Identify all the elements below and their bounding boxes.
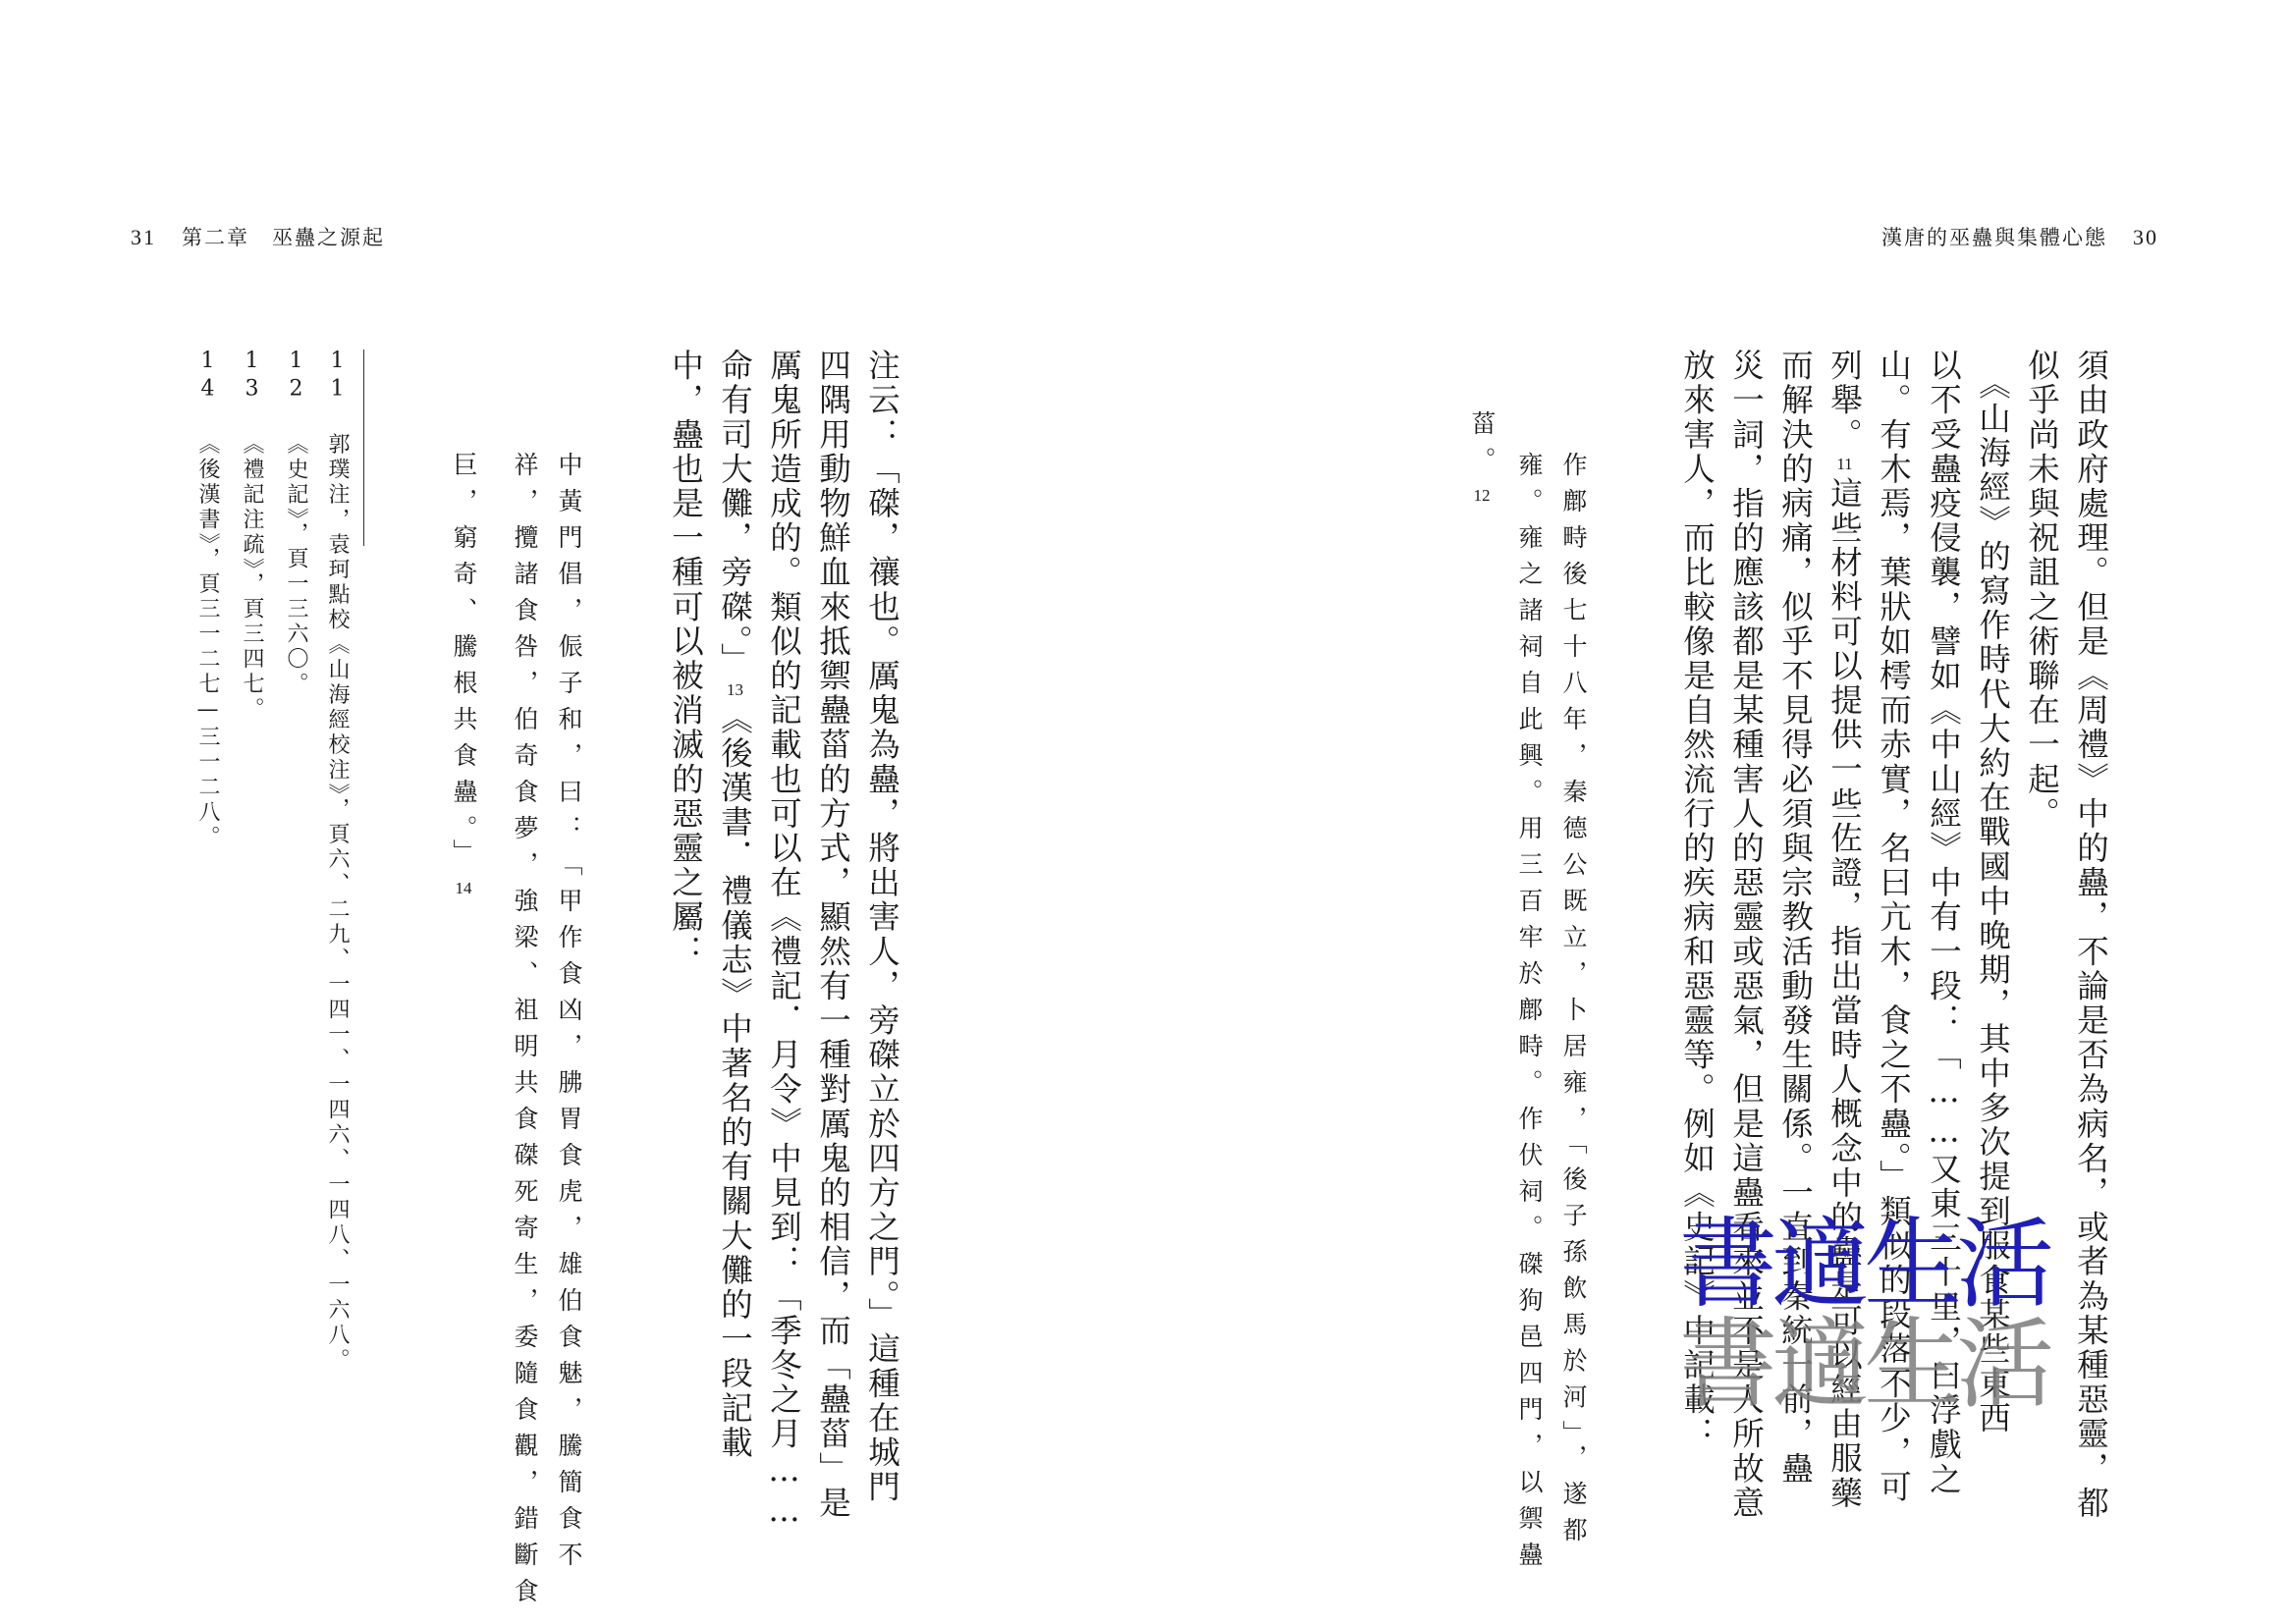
- footnote-13: 13 《禮記注疏》，頁三四七。: [240, 349, 264, 723]
- right-quote-column-3: [1470, 410, 1495, 508]
- footnote-ref-12: 12: [1473, 486, 1491, 505]
- right-body-column-3: 《山海經》的寫作時代大約在戰國中晚期，其中多次提到服食某些東西: [1974, 349, 2012, 1435]
- right-body-column-9: 放來害人，而比較像是自然流行的疾病和惡靈等。例如《史記》中記載：: [1678, 349, 1717, 1452]
- right-body-column-7: 而解決的病痛，似乎不見得必須與宗教活動發生關係。一直到秦統一前，蠱: [1776, 349, 1815, 1487]
- right-book-title: 漢唐的巫蠱與集體心態: [1881, 226, 2107, 249]
- right-body-column-2: 似乎尚未與祝詛之術聯在一起。: [2023, 349, 2061, 832]
- footnote-ref-11: 11: [1836, 455, 1853, 474]
- right-body-column-1: 須由政府處理。但是《周禮》中的蠱，不論是否為病名，或者為某種惡靈，都: [2072, 349, 2110, 1521]
- footnote-rule: [363, 350, 364, 546]
- left-body-column-3: 厲鬼所造成的。類似的記載也可以在《禮記．月令》中見到：「季冬之月……: [765, 349, 803, 1532]
- left-body-column-1: 注云：「磔，禳也。厲鬼為蠱，將出害人，旁磔立於四方之門。」這種在城門: [863, 349, 901, 1505]
- footnote-14: 14 《後漢書》，頁三一二七—三一二八。: [195, 349, 220, 850]
- left-chapter-title: 第二章 巫蠱之源起: [182, 226, 385, 249]
- left-running-head: [131, 222, 385, 251]
- right-body-column-6-end: 這些材料可以提供一些佐證，指出當時人概念中的蠱是可以經由服藥: [1826, 476, 1864, 1511]
- right-body-column-6-start: 列舉。: [1826, 349, 1864, 453]
- right-body-column-4: 以不受蠱疫侵襲，譬如《中山經》中有一段：「……又東三十里，曰浮戲之: [1925, 349, 1963, 1497]
- right-quote-column-3-text: 菑。: [1468, 410, 1497, 483]
- left-body-column-4-start: 命有司大儺，旁磔。」: [716, 349, 754, 677]
- watermark-gray: 書適生活: [1679, 1307, 2048, 1422]
- left-quote-column-3-text: 巨，窮奇、騰根共食蠱。」: [450, 452, 478, 876]
- right-quote-column-1: 作鄜畤後七十八年，秦德公既立，卜居雍，「後子孫飲馬於河」，遂都: [1559, 452, 1588, 1553]
- left-quote-column-1: 中黃門倡，侲子和，曰：「甲作食凶，胇胃食虎，雄伯食魅，騰簡食不: [555, 452, 583, 1578]
- footnote-12: 12 《史記》，頁一三六〇。: [284, 349, 308, 697]
- left-quote-column-3: [452, 452, 476, 900]
- left-body-column-4-end: 《後漢書．禮儀志》中著名的有關大儺的一段記載: [716, 701, 754, 1460]
- left-page-number: 31: [131, 225, 156, 249]
- left-body-column-2: 四隅用動物鮮血來抵禦蠱菑的方式，顯然有一種對厲鬼的相信，而「蠱菑」是: [814, 349, 852, 1521]
- left-body-column-4: [716, 349, 754, 1460]
- right-page-number: 30: [2133, 225, 2158, 249]
- left-body-column-5: 中，蠱也是一種可以被消滅的惡靈之屬：: [667, 349, 705, 969]
- watermark-blue: 書適生活: [1679, 1207, 2048, 1322]
- footnote-11: 11 郭璞注，袁珂點校《山海經校注》，頁六、二九、一四一、一四六、一四八、一六八。: [325, 349, 350, 1374]
- footnote-ref-14: 14: [455, 878, 472, 897]
- left-quote-column-2: 祥，攬諸食咎，伯奇食夢，強梁、祖明共食磔死寄生，委隨食觀，錯斷食: [511, 452, 539, 1614]
- right-body-column-5: 山。有木焉，葉狀如樗而赤實，名曰亢木，食之不蠱。」類似的段落不少，可: [1875, 349, 1913, 1505]
- footnote-ref-13: 13: [727, 679, 743, 699]
- right-quote-column-2: 雍。雍之諸祠自此興。用三百牢於鄜畤。作伏祠。磔狗邑四門，以禦蠱: [1515, 452, 1544, 1578]
- right-body-column-8: 災一詞，指的應該都是某種害人的惡靈或惡氣，但是這蠱看來並不是人所故意: [1727, 349, 1766, 1521]
- right-running-head: [1881, 222, 2158, 251]
